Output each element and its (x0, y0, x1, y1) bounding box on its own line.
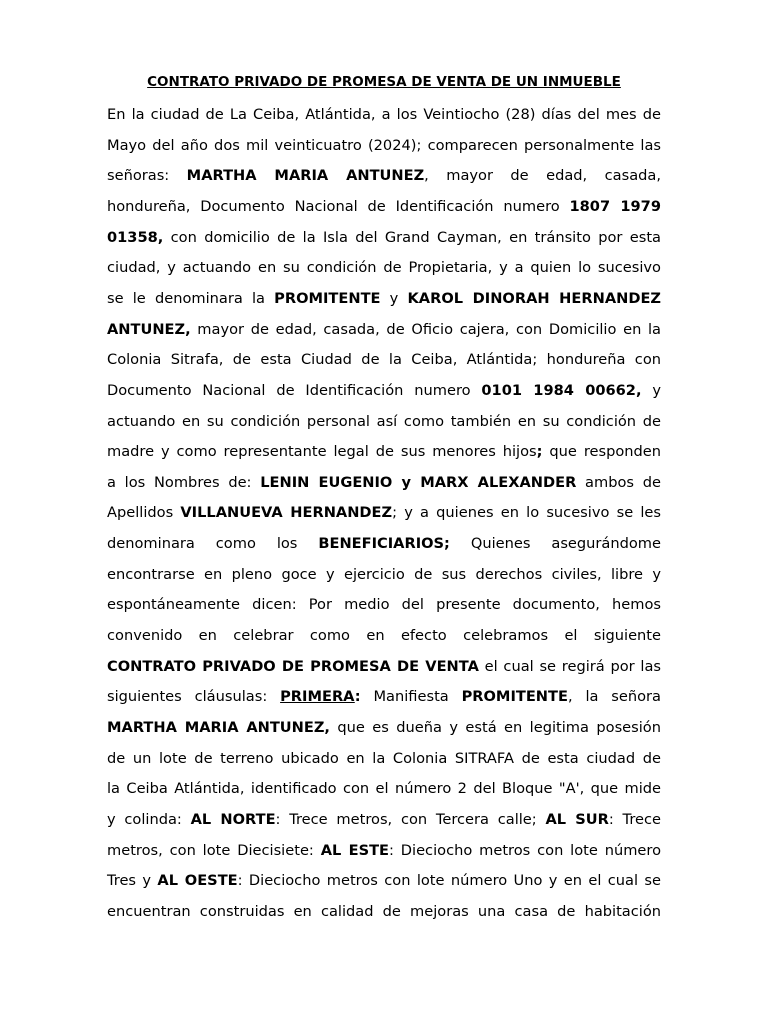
text-run: la Ceiba Atlántida, identificado con el número 2 del Bloque "A', que mide (107, 780, 661, 798)
body-line (107, 105, 661, 125)
text-run: ; y a quienes en lo sucesivo se les (392, 504, 662, 522)
text-run: hondureña, Documento Nacional de Identificación numero (107, 197, 570, 215)
body-line (107, 166, 661, 186)
body-line (107, 687, 661, 707)
text-run: mayor de edad, casada, de Oficio cajera, con Domicilio en la (190, 320, 661, 338)
body-line (107, 718, 661, 738)
document-title: CONTRATO PRIVADO DE PROMESA DE VENTA DE UN INMUEBLE (147, 74, 621, 90)
bold-text: ; (536, 443, 543, 461)
bold-text: PRIMERA (280, 688, 355, 706)
text-run: , la señora (567, 688, 661, 706)
body-line (107, 595, 661, 615)
text-run: siguientes cláusulas: (107, 688, 281, 706)
text-run: espontáneamente dicen: Por medio del presente documento, hemos (107, 596, 661, 614)
text-run: se le denominara la (107, 289, 275, 307)
body-line (107, 228, 661, 248)
text-run: : Trece metros, con Tercera calle; (275, 810, 546, 828)
body-line (107, 136, 661, 156)
text-run: ciudad, y actuando en su condición de Propietaria, y a quien lo sucesivo (107, 259, 661, 277)
body-line (107, 841, 661, 861)
text-run: denominara como los (107, 535, 319, 553)
body-line (107, 320, 661, 340)
text-run: Manifiesta (360, 688, 462, 706)
text-run: Mayo del año dos mil veinticuatro (2024); comparecen personalmente las (107, 136, 661, 154)
body-line (107, 412, 661, 432)
text-run: Quienes asegurándome (449, 535, 661, 553)
body-line (107, 749, 661, 769)
text-run: de un lote de terreno ubicado en la Colonia SITRAFA de esta ciudad de (107, 749, 661, 767)
text-run: con domicilio de la Isla del Grand Cayman, en tránsito por esta (163, 228, 661, 246)
text-run: : Dieciocho metros con lote número Uno y en el cual se (237, 872, 661, 890)
body-line (107, 657, 661, 677)
bold-text: : (354, 688, 361, 706)
body-line (107, 810, 661, 830)
text-run: y (641, 381, 661, 399)
text-run: , mayor de edad, casada, (424, 167, 661, 185)
text-run: Colonia Sitrafa, de esta Ciudad de la Ceiba, Atlántida; hondureña con (107, 351, 661, 369)
text-run: ambos de (576, 473, 661, 491)
text-run: En la ciudad de La Ceiba, Atlántida, a los Veintiocho (28) días del mes de (107, 106, 661, 123)
text-run: : Trece (608, 810, 661, 828)
bold-text: VILLANUEVA HERNANDEZ (180, 504, 393, 522)
bold-text: BENEFICIARIOS; (318, 535, 450, 553)
body-line (107, 902, 661, 922)
text-run: encuentran construidas en calidad de mejoras una casa de habitación (107, 902, 661, 920)
text-run: Apellidos (107, 504, 181, 522)
bold-text: 01358, (107, 228, 164, 246)
bold-text: AL SUR (545, 810, 609, 828)
bold-text: PROMITENTE (461, 688, 568, 706)
text-run: el cual se regirá por las (478, 657, 661, 675)
body-line (107, 626, 661, 646)
text-run: que responden (542, 443, 662, 461)
body-line (107, 779, 661, 799)
bold-text: AL ESTE (320, 841, 390, 859)
text-run: Documento Nacional de Identificación numero (107, 381, 482, 399)
bold-text: PROMITENTE (274, 289, 381, 307)
body-line (107, 442, 661, 462)
bold-text: KAROL DINORAH HERNANDEZ (407, 289, 661, 307)
text-run: y (380, 289, 408, 307)
body-line (107, 350, 661, 370)
text-run: madre y como representante legal de sus menores hijos (107, 443, 537, 461)
body-line (107, 565, 661, 585)
text-run: a los Nombres de: (107, 473, 261, 491)
bold-text: AL OESTE (157, 872, 238, 890)
body-line (107, 503, 661, 523)
text-run: actuando en su condición personal así como también en su condición de (107, 412, 661, 430)
body-line (107, 381, 661, 401)
text-run: encontrarse en pleno goce y ejercicio de sus derechos civiles, libre y (107, 565, 661, 583)
body-line (107, 473, 661, 493)
text-run: señoras: (107, 167, 187, 185)
text-run: : Dieciocho metros con lote número (389, 841, 662, 859)
text-run: que es dueña y está en legitima posesión (329, 719, 661, 736)
bold-text: MARTHA MARIA ANTUNEZ, (107, 719, 330, 736)
text-run: y colinda: (107, 810, 191, 828)
bold-text: 0101 1984 00662, (481, 381, 642, 399)
bold-text: MARTHA MARIA ANTUNEZ (186, 167, 425, 185)
bold-text: LENIN EUGENIO y MARX ALEXANDER (260, 473, 577, 491)
text-run: convenido en celebrar como en efecto celebramos el siguiente (107, 627, 661, 645)
body-line (107, 871, 661, 891)
text-run: metros, con lote Diecisiete: (107, 841, 321, 859)
body-line (107, 197, 661, 217)
bold-text: CONTRATO PRIVADO DE PROMESA DE VENTA (107, 657, 479, 675)
body-line (107, 258, 661, 278)
bold-text: 1807 1979 (569, 197, 661, 215)
bold-text: ANTUNEZ, (107, 320, 191, 338)
body-line (107, 289, 661, 309)
text-run: Tres y (107, 872, 158, 890)
body-line (107, 534, 661, 554)
bold-text: AL NORTE (190, 810, 276, 828)
